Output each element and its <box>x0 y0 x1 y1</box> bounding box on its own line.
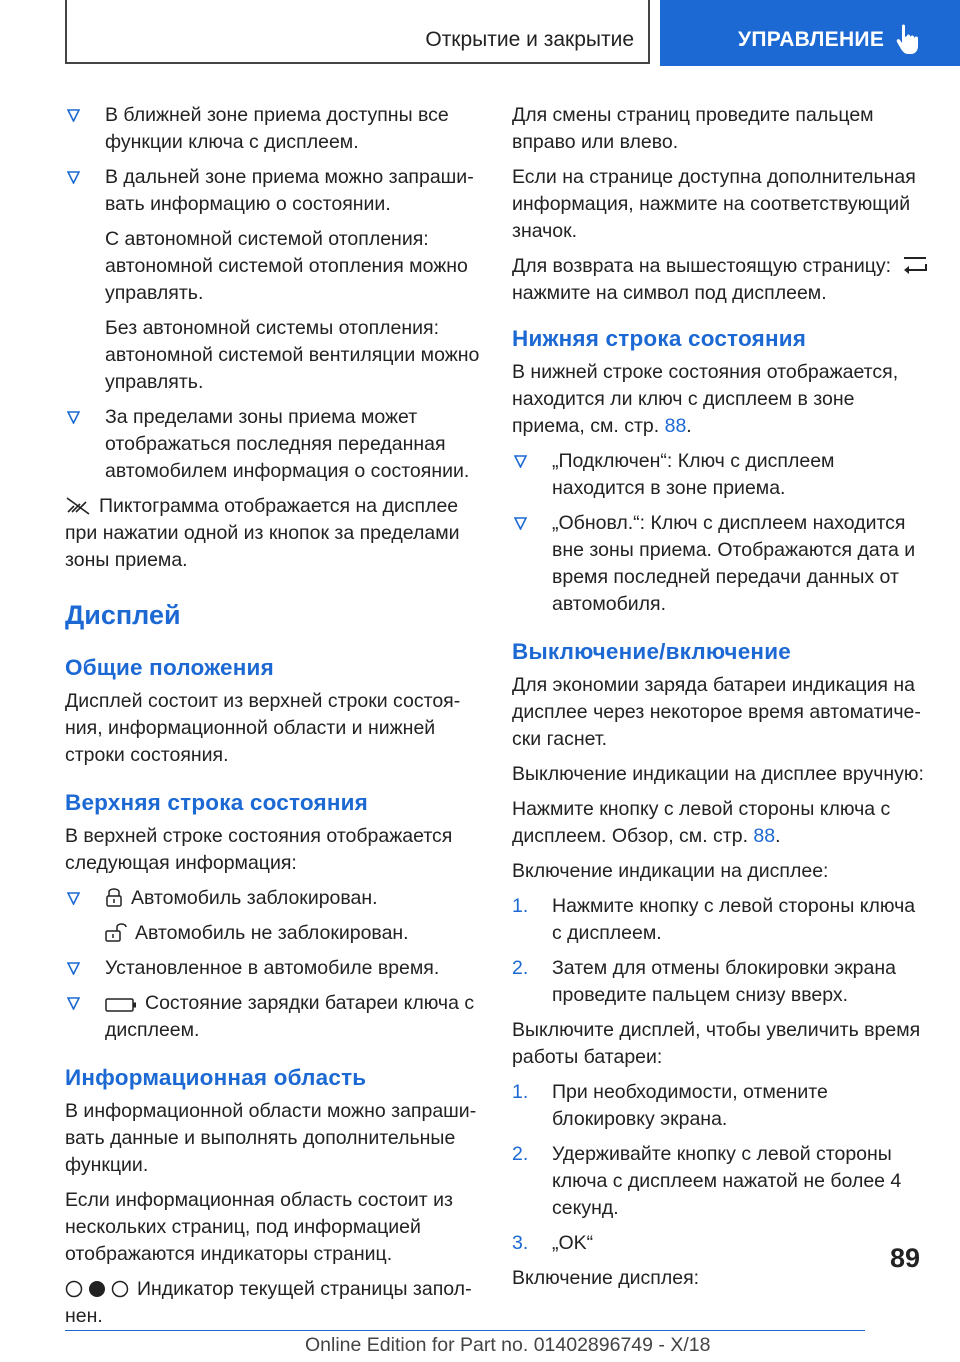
list-item <box>65 164 480 218</box>
paragraph: Без автономной системы отопления: автономной системой вентиляции можно управлять. <box>105 317 480 393</box>
paragraph <box>65 493 480 574</box>
triangle-bullet-icon <box>67 962 80 975</box>
lock-open-icon <box>105 921 127 943</box>
paragraph: Если информационная область состоит из нескольких страниц, под информацией отображаются индикаторы страниц. <box>65 1189 453 1265</box>
list-item <box>65 404 480 485</box>
paragraph <box>65 1276 480 1330</box>
step-number: 1. <box>512 895 529 917</box>
list-item <box>512 510 930 618</box>
heading-on-off: Выключение/включение <box>512 639 791 664</box>
triangle-bullet-icon <box>514 517 527 530</box>
return-arrow-icon <box>902 256 928 274</box>
paragraph: В верхней строке состояния отображается следующая информация: <box>65 825 453 874</box>
list-item <box>65 955 480 982</box>
heading-bottom-bar: Нижняя строка состояния <box>512 326 807 351</box>
list-item-text: Состояние зарядки батареи ключа с дисплеем. <box>105 992 475 1041</box>
page-reference-link[interactable]: 88 <box>753 825 776 847</box>
section-tab <box>65 0 650 64</box>
paragraph: В информационной области можно запрашивать данные и выполнять дополнительные функции. <box>65 1100 477 1176</box>
list-item <box>512 448 930 502</box>
steps-list-off <box>512 1079 930 1257</box>
unlocked-text: Автомобиль не заблокирован. <box>135 922 409 944</box>
page-reference-link[interactable]: 88 <box>664 415 687 437</box>
section-title: Открытие и закрытие <box>425 28 634 51</box>
heading-top-bar: Верхняя строка состояния <box>65 790 368 815</box>
paragraph: С автономной системой отопления: автономной системой отопления можно управлять. <box>105 228 468 304</box>
paragraph: Для смены страниц проведите пальцем вправо или влево. <box>512 104 874 153</box>
lock-closed-icon <box>105 886 123 908</box>
no-signal-icon <box>65 496 91 516</box>
paragraph <box>65 920 480 947</box>
heading-general: Общие положения <box>65 655 274 680</box>
list-item <box>512 1079 930 1133</box>
right-column <box>512 102 930 1300</box>
page-indicator-text: Индикатор текущей страницы заполнен. <box>65 1278 472 1327</box>
steps-list-on <box>512 893 930 1009</box>
paragraph: Для экономии заряда батареи индикация на дисплее через некоторое время автоматически гаснет. <box>512 674 921 750</box>
list-item-text: „Подключен“: Ключ с дисплеем находится в зоне приема. <box>552 450 835 499</box>
list-item <box>512 893 930 947</box>
triangle-bullet-icon <box>67 411 80 424</box>
return-text: Для возврата на вышестоящую страницу: <box>512 255 892 277</box>
list-item-text: В ближней зоне приема доступны все функции ключа с дисплеем. <box>105 104 449 153</box>
left-column <box>65 102 480 1338</box>
heading-display: Дисплей <box>65 600 181 630</box>
pointing-hand-icon <box>896 22 924 56</box>
return-text-2: нажмите на символ под дисплеем. <box>512 282 827 304</box>
chapter-tab <box>660 0 960 66</box>
paragraph: Выключение индикации на дисплее вручную: <box>512 763 924 785</box>
list-item-text: В дальней зоне приема можно запрашивать информацию о состоянии. <box>105 166 474 215</box>
paragraph: В нижней строке состояния отображается, находится ли ключ с дисплеем в зоне приема, см. стр. 88. <box>512 361 899 437</box>
paragraph: Включение дисплея: <box>512 1267 700 1289</box>
step-text: „OK“ <box>552 1232 594 1254</box>
footer-edition: Online Edition for Part no. 01402896749 - X/18 <box>305 1334 711 1356</box>
paragraph: Если на странице доступна дополнительная информация, нажмите на соответствующий значок. <box>512 166 916 242</box>
footer-divider <box>65 1330 865 1331</box>
paragraph <box>512 253 930 307</box>
triangle-bullet-icon <box>67 997 80 1010</box>
step-text: Удерживайте кнопку с левой стороны ключа с дисплеем нажатой не более 4 секунд. <box>552 1143 902 1219</box>
list-item-text: Установленное в автомобиле время. <box>105 957 440 979</box>
step-number: 1. <box>512 1081 529 1103</box>
step-text: Затем для отмены блокировки экрана проведите пальцем снизу вверх. <box>552 957 896 1006</box>
list-item-text: За пределами зоны приема может отображаться последняя переданная автомобилем информация о состоянии. <box>105 406 470 482</box>
triangle-bullet-icon <box>514 455 527 468</box>
list-item <box>65 885 480 912</box>
list-item <box>512 1230 930 1257</box>
pictogram-note: Пиктограмма отображается на дисплее при нажатии одной из кнопок за пределами зоны приема. <box>65 495 460 571</box>
triangle-bullet-icon <box>67 171 80 184</box>
paragraph: Включение индикации на дисплее: <box>512 860 829 882</box>
page-indicator-icon <box>65 1279 129 1299</box>
list-item <box>65 990 480 1044</box>
bottom-bar-text: В нижней строке состояния отображается, находится ли ключ с дисплеем в зоне приема, см. стр. <box>512 361 899 437</box>
list-item <box>512 1141 930 1222</box>
locked-text: Автомобиль заблокирован. <box>131 887 378 909</box>
step-text: При необходимости, отмените блокировку экрана. <box>552 1081 828 1130</box>
step-number: 2. <box>512 957 529 979</box>
press-text: Нажмите кнопку с левой стороны ключа с дисплеем. Обзор, см. стр. <box>512 798 891 847</box>
list-item-text: „Обновл.“: Ключ с дисплеем находится вне зоны приема. Отображаются дата и время последней передачи данных от автомобиля. <box>552 512 916 615</box>
paragraph: Выключите дисплей, чтобы увеличить время работы батареи: <box>512 1019 921 1068</box>
chapter-title: УПРАВЛЕНИЕ <box>738 28 885 51</box>
list-item <box>65 102 480 156</box>
step-number: 3. <box>512 1232 529 1254</box>
battery-icon <box>105 997 137 1013</box>
triangle-bullet-icon <box>67 892 80 905</box>
list-item <box>512 955 930 1009</box>
triangle-bullet-icon <box>67 109 80 122</box>
page-header <box>0 0 960 66</box>
paragraph: Нажмите кнопку с левой стороны ключа с дисплеем. Обзор, см. стр. 88. <box>512 798 891 847</box>
step-number: 2. <box>512 1143 529 1165</box>
heading-info-area: Информационная область <box>65 1065 367 1090</box>
page-number: 89 <box>890 1243 921 1273</box>
step-text: Нажмите кнопку с левой стороны ключа с дисплеем. <box>552 895 916 944</box>
paragraph: Дисплей состоит из верхней строки состояния, информационной области и нижней строки состояния. <box>65 690 461 766</box>
